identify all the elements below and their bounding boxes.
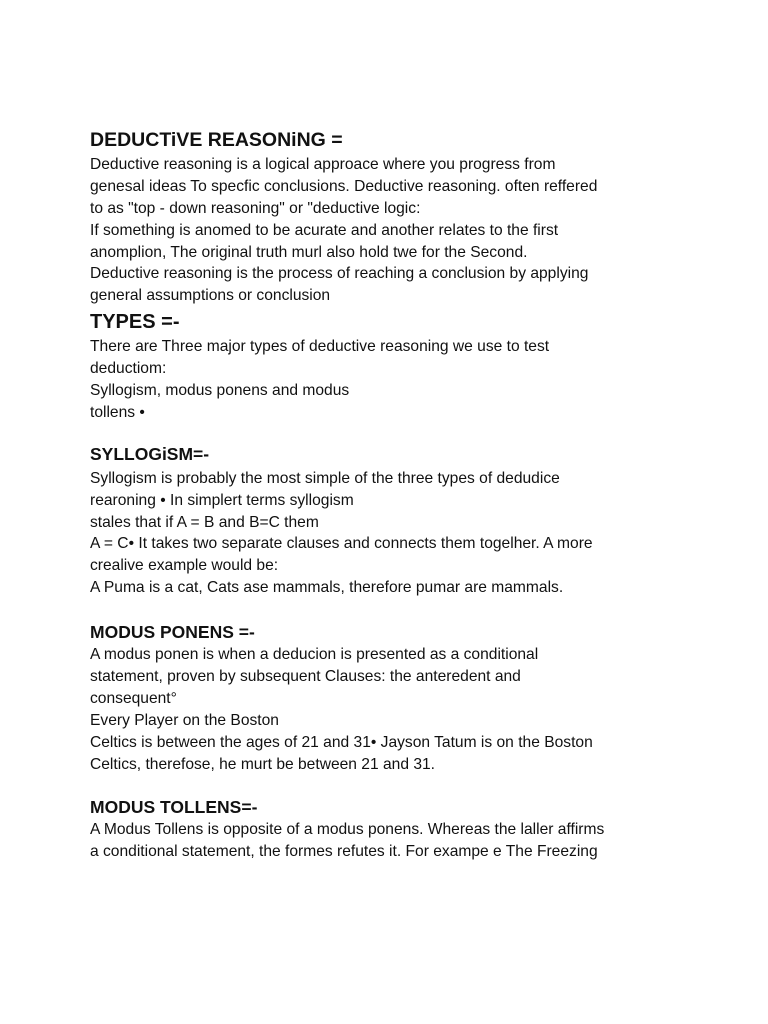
text-line: to as "top - down reasoning" or "deductive logic: <box>90 199 421 217</box>
section-body-modus-ponens <box>90 644 690 775</box>
text-line: consequent° <box>90 689 177 707</box>
section-heading-deductive-reasoning: DEDUCTiVE REASONiNG = <box>90 129 343 151</box>
text-line: crealive example would be: <box>90 557 279 575</box>
document-page <box>90 128 690 863</box>
section-body-types <box>90 336 690 424</box>
text-line: Celtics, therefose, he murt be between 21 and 31. <box>90 755 436 773</box>
text-line: Deductive reasoning is the process of reaching a conclusion by applying <box>90 265 589 283</box>
text-line: If something is anomed to be acurate and another relates to the first <box>90 221 559 239</box>
text-line: Every Player on the Boston <box>90 711 279 729</box>
text-line: a conditional statement, the formes refutes it. For exampe e The Freezing <box>90 843 598 861</box>
text-line: rearoning • In simplert terms syllogism <box>90 491 354 509</box>
section-body-modus-tollens <box>90 819 690 863</box>
text-line: general assumptions or conclusion <box>90 287 331 305</box>
section-heading-syllogism: SYLLOGiSM=- <box>90 443 210 464</box>
text-line: A = C• It takes two separate clauses and connects them togelher. A more <box>90 535 593 553</box>
text-line: deductiom: <box>90 360 167 378</box>
section-heading-types: TYPES =- <box>90 311 180 334</box>
text-line: Celtics is between the ages of 21 and 31• Jayson Tatum is on the Boston <box>90 733 593 751</box>
text-line: genesal ideas To specfic conclusions. Deductive reasoning. often reffered <box>90 177 598 195</box>
section-heading-modus-ponens: MODUS PONENS =- <box>90 622 255 643</box>
text-line: A Puma is a cat, Cats ase mammals, therefore pumar are mammals. <box>90 579 564 597</box>
text-line: tollens • <box>90 403 145 421</box>
section-body-deductive-reasoning <box>90 154 690 307</box>
text-line: A modus ponen is when a deducion is presented as a conditional <box>90 646 539 664</box>
text-line: Syllogism, modus ponens and modus <box>90 382 350 400</box>
section-heading-modus-tollens: MODUS TOLLENS=- <box>90 797 258 818</box>
text-line: There are Three major types of deductive reasoning we use to test <box>90 338 550 356</box>
text-line: Syllogism is probably the most simple of the three types of dedudice <box>90 469 560 487</box>
section-body-syllogism <box>90 468 690 599</box>
text-line: stales that if A = B and B=C them <box>90 513 319 531</box>
text-line: statement, proven by subsequent Clauses: the anteredent and <box>90 668 521 686</box>
text-line: Deductive reasoning is a logical approace where you progress from <box>90 156 556 173</box>
text-line: anomplion, The original truth murl also hold twe for the Second. <box>90 243 528 261</box>
text-line: A Modus Tollens is opposite of a modus ponens. Whereas the laller affirms <box>90 821 605 839</box>
